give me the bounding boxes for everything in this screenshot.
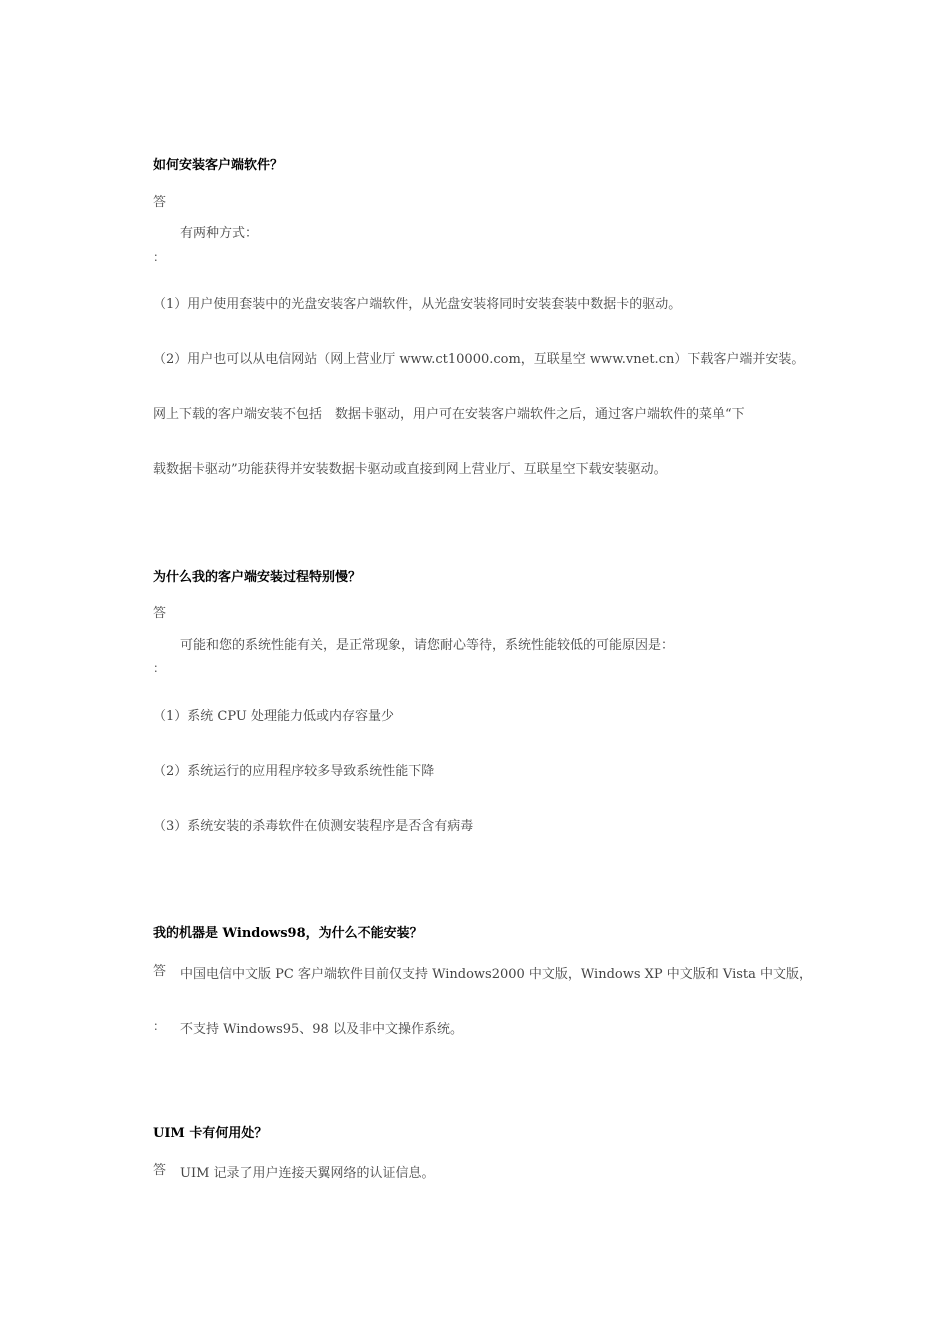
answer-line: （3）系统安装的杀毒软件在侦测安装程序是否含有病毒 xyxy=(153,819,474,834)
answer-mark: 答 xyxy=(153,195,167,210)
faq-question-slow-install: 为什么我的客户端安装过程特别慢？ xyxy=(153,570,362,585)
faq-question-uim-card: UIM 卡有何用处？ xyxy=(153,1126,268,1141)
answer-line: 网上下载的客户端安装不包括 数据卡驱动，用户可在安装客户端软件之后，通过客户端软件的菜单“下 xyxy=(153,407,745,422)
faq-question-windows98: 我的机器是 Windows98，为什么不能安装？ xyxy=(153,926,423,941)
answer-colon: ： xyxy=(153,1019,166,1033)
answer-line: （1）系统 CPU 处理能力低或内存容量少 xyxy=(153,709,394,724)
answer-colon: ： xyxy=(153,661,166,675)
answer-intro: 有两种方式： xyxy=(180,226,259,241)
answer-line: （2）用户也可以从电信网站（网上营业厅 www.ct10000.com，互联星空 www.vnet.cn）下载客户端并安装。 xyxy=(153,352,805,367)
answer-colon: ： xyxy=(153,250,166,264)
answer-line: 不支持 Windows95、98 以及非中文操作系统。 xyxy=(180,1022,463,1037)
answer-line: 中国电信中文版 PC 客户端软件目前仅支持 Windows2000 中文版，Windows XP 中文版和 Vista 中文版， xyxy=(180,967,813,982)
answer-line: UIM 记录了用户连接天翼网络的认证信息。 xyxy=(180,1166,435,1181)
answer-intro: 可能和您的系统性能有关，是正常现象，请您耐心等待，系统性能较低的可能原因是： xyxy=(180,638,675,653)
answer-line: 载数据卡驱动”功能获得并安装数据卡驱动或直接到网上营业厅、互联星空下载安装驱动。 xyxy=(153,462,667,477)
answer-line: （1）用户使用套装中的光盘安装客户端软件，从光盘安装将同时安装套装中数据卡的驱动。 xyxy=(153,297,682,312)
faq-question-install-client: 如何安装客户端软件？ xyxy=(153,158,284,173)
answer-mark: 答 xyxy=(153,606,167,621)
answer-mark: 答 xyxy=(153,964,167,979)
answer-mark: 答 xyxy=(153,1163,167,1178)
answer-line: （2）系统运行的应用程序较多导致系统性能下降 xyxy=(153,764,435,779)
